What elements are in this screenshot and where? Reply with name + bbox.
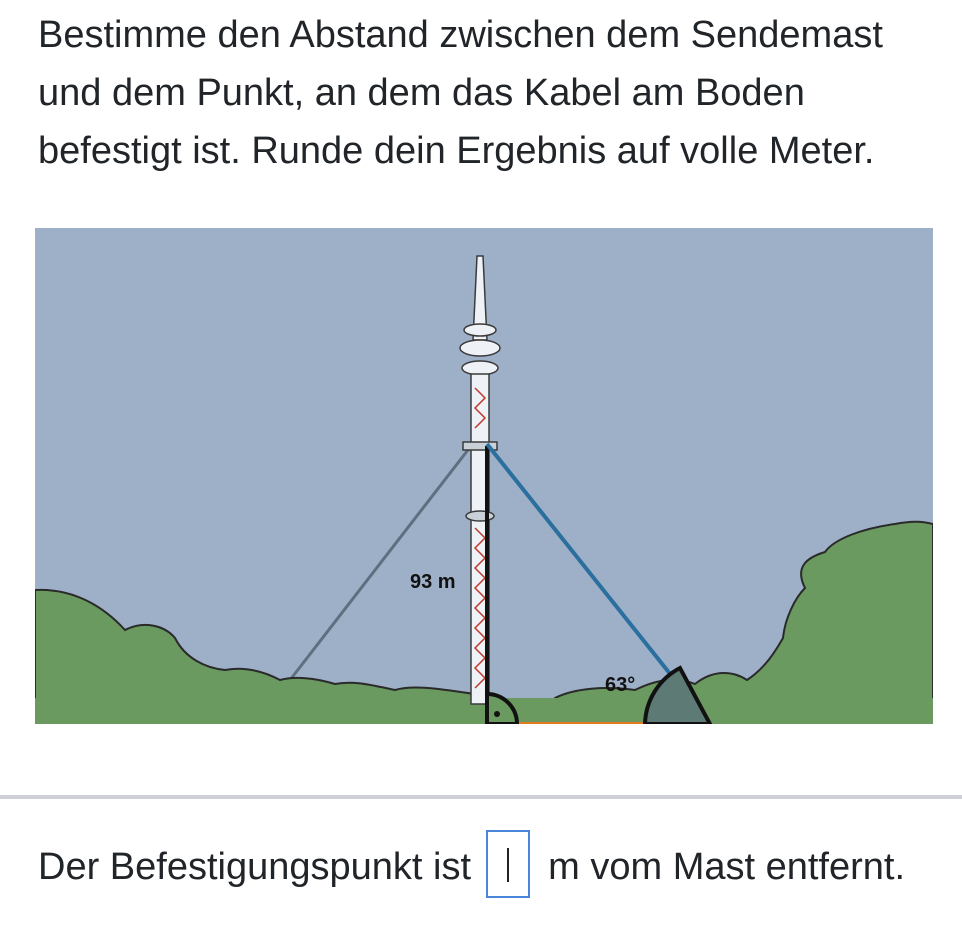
text-caret — [507, 848, 509, 882]
answer-suffix: m vom Mast entfernt. — [548, 846, 906, 888]
task-illustration — [35, 228, 933, 724]
tower-pod — [462, 361, 498, 375]
tower-pod — [464, 324, 496, 336]
question-text: Bestimme den Abstand zwischen dem Sendemast und dem Punkt, an dem das Kabel am Boden befestigt ist. Runde dein Ergebnis auf volle Meter. — [38, 14, 883, 172]
answer-prefix: Der Befestigungspunkt ist — [38, 846, 472, 888]
tower-pod — [466, 511, 494, 521]
answer-sentence — [38, 838, 938, 898]
answer-input[interactable] — [486, 830, 530, 898]
height-label: 93 m — [410, 571, 456, 593]
angle-label: 63° — [605, 674, 636, 696]
separator — [0, 795, 962, 799]
tower-pod — [460, 340, 500, 356]
right-angle-dot — [494, 711, 500, 717]
